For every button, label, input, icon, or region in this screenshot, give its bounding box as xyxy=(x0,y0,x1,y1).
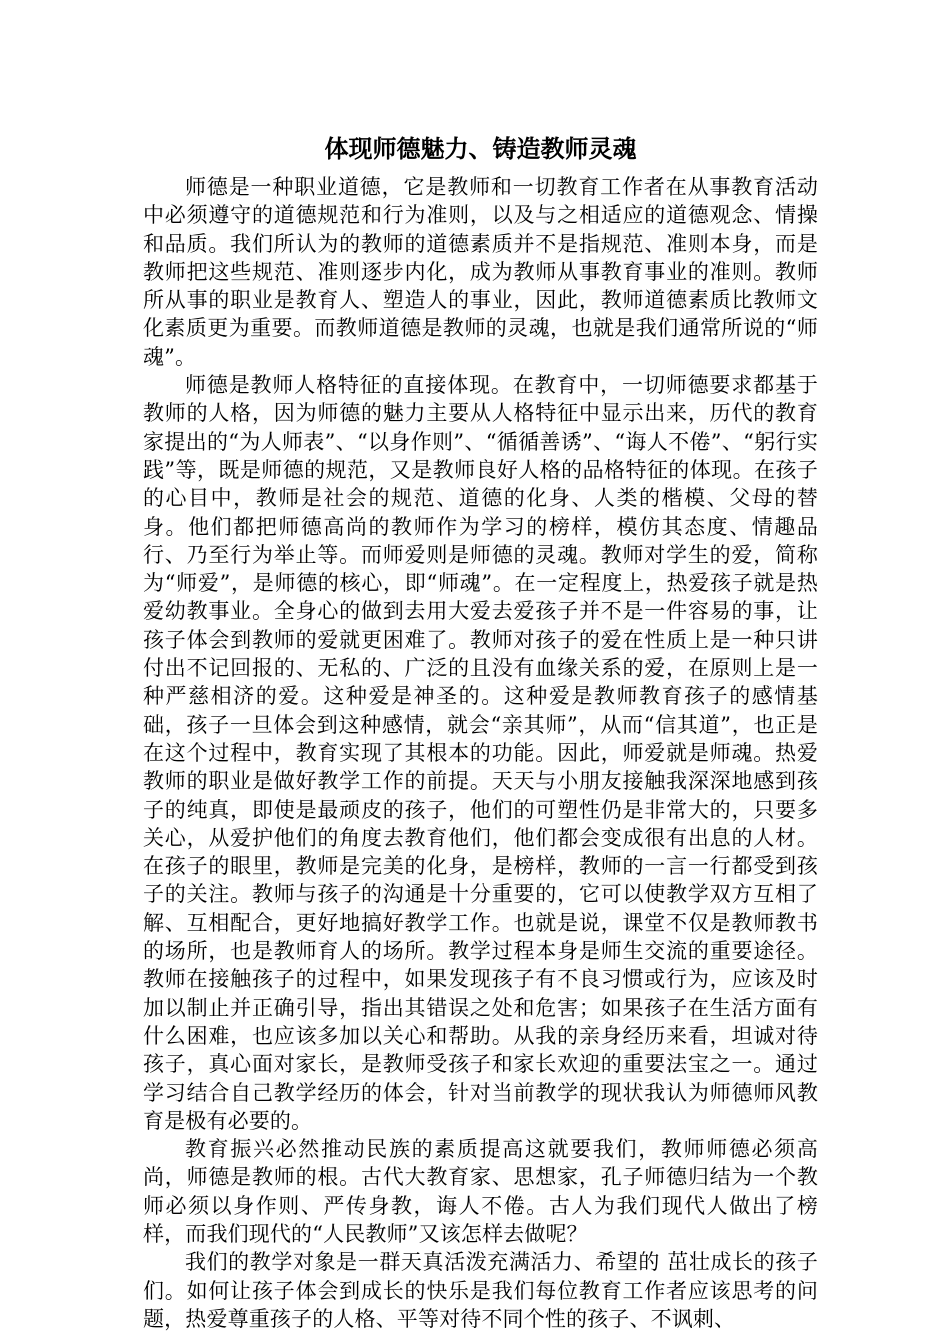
paragraph-1: 师德是一种职业道德，它是教师和一切教育工作者在从事教育活动中必须遵守的道德规范和行为准则，以及与之相适应的道德观念、情操和品质。我们所认为的教师的道德素质并不是指规范、准则本身，而是教师把这些规范、准则逐步内化，成为教师从事教育事业的准则。教师所从事的职业是教育人、塑造人的事业，因此，教师道德素质比教师文化素质更为重要。而教师道德是教师的灵魂，也就是我们通常所说的“师魂”。 xyxy=(143,175,818,369)
document-body xyxy=(143,128,818,1333)
paragraph-3: 教育振兴必然推动民族的素质提高这就要我们，教师师德必须高尚，师德是教师的根。古代大教育家、思想家，孔子师德归结为一个教师必须以身作则、严传身教，诲人不倦。古人为我们现代人做出了榜样，而我们现代的“人民教师”又该怎样去做呢？ xyxy=(143,1137,818,1246)
paragraph-2: 师德是教师人格特征的直接体现。在教育中，一切师德要求都基于教师的人格，因为师德的魅力主要从人格特征中显示出来，历代的教育家提出的“为人师表”、“以身作则”、“循循善诱”、“诲人不倦”、“躬行实践”等，既是师德的规范，又是教师良好人格的品格特征的体现。在孩子的心目中，教师是社会的规范、道德的化身、人类的楷模、父母的替身。他们都把师德高尚的教师作为学习的榜样，模仿其态度、情趣品行、乃至行为举止等。而师爱则是师德的灵魂。教师对学生的爱，简称为“师爱”，是师德的核心，即“师魂”。在一定程度上，热爱孩子就是热爱幼教事业。全身心的做到去用大爱去爱孩子并不是一件容易的事，让孩子体会到教师的爱就更困难了。教师对孩子的爱在性质上是一种只讲付出不记回报的、无私的、广泛的且没有血缘关系的爱，在原则上是一种严慈相济的爱。这种爱是神圣的。这种爱是教师教育孩子的感情基础，孩子一旦体会到这种感情，就会“亲其师”，从而“信其道”，也正是在这个过程中，教育实现了其根本的功能。因此，师爱就是师魂。热爱教师的职业是做好教学工作的前提。天天与小朋友接触我深深地感到孩子的纯真，即使是最顽皮的孩子，他们的可塑性仍是非常大的，只要多关心，从爱护他们的角度去教育他们，他们都会变成很有出息的人材。在孩子的眼里，教师是完美的化身，是榜样，教师的一言一行都受到孩子的关注。教师与孩子的沟通是十分重要的，它可以使教学双方互相了解、互相配合，更好地搞好教学工作。也就是说，课堂不仅是教师教书的场所，也是教师育人的场所。教学过程本身是师生交流的重要途径。教师在接触孩子的过程中，如果发现孩子有不良习惯或行为，应该及时加以制止并正确引导，指出其错误之处和危害；如果孩子在生活方面有什么困难，也应该多加以关心和帮助。从我的亲身经历来看，坦诚对待孩子，真心面对家长，是教师受孩子和家长欢迎的重要法宝之一。通过学习结合自己教学经历的体会，针对当前教学的现状我认为师德师风教育是极有必要的。 xyxy=(143,373,818,1133)
document-title: 体现师德魅力、铸造教师灵魂 xyxy=(324,135,637,163)
paragraph-4: 我们的教学对象是一群天真活泼充满活力、希望的 茁壮成长的孩子们。如何让孩子体会到成长的快乐是我们每位教育工作者应该思考的问题，热爱尊重孩子的人格、平等对待不同个性的孩子、不讽刺、 xyxy=(143,1250,818,1331)
